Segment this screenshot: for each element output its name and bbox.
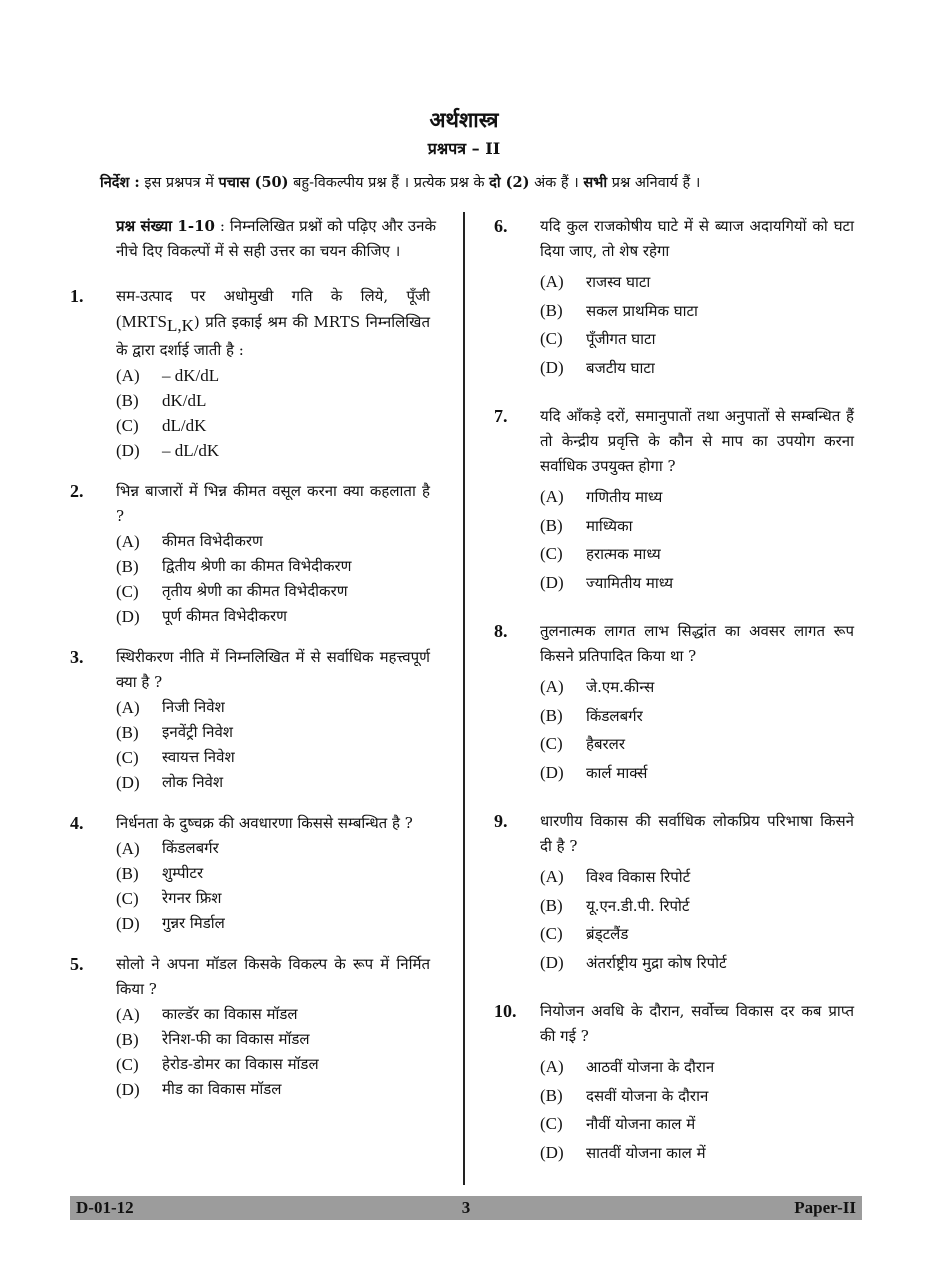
option-text: हरात्मक माध्य bbox=[586, 545, 661, 563]
left-column bbox=[70, 214, 436, 1118]
option-d bbox=[540, 759, 854, 788]
option-b bbox=[116, 388, 430, 413]
instructions-part3: अंक हैं । bbox=[529, 175, 584, 191]
option-label: (D) bbox=[116, 1080, 140, 1099]
option-a bbox=[116, 695, 430, 720]
question-4 bbox=[70, 811, 430, 936]
instructions-bold3: सभी bbox=[583, 174, 608, 191]
instructions-part4: प्रश्न अनिवार्य हैं । bbox=[607, 175, 701, 191]
option-text: हैबरलर bbox=[586, 735, 625, 753]
instructions bbox=[100, 172, 860, 192]
option-text: dL/dK bbox=[162, 416, 207, 435]
option-label: (D) bbox=[540, 952, 564, 972]
question-6 bbox=[494, 214, 854, 382]
option-text: तृतीय श्रेणी का कीमत विभेदीकरण bbox=[162, 582, 348, 600]
option-label: (D) bbox=[540, 1142, 564, 1162]
option-label: (B) bbox=[540, 705, 563, 725]
option-label: (C) bbox=[540, 734, 563, 753]
option-label: (C) bbox=[540, 924, 563, 943]
option-c bbox=[116, 1052, 430, 1077]
option-label: (A) bbox=[116, 366, 140, 385]
page-footer bbox=[70, 1196, 862, 1220]
option-text: निजी निवेश bbox=[162, 698, 225, 716]
left-question-list bbox=[70, 479, 430, 1102]
option-text: कीमत विभेदीकरण bbox=[162, 532, 263, 550]
question-number: 6. bbox=[494, 216, 508, 236]
option-text: गुन्नर मिर्डाल bbox=[162, 914, 225, 932]
column-divider bbox=[463, 212, 465, 1185]
right-column bbox=[494, 214, 854, 1189]
question-text: यदि आँकड़े दरों, समानुपातों तथा अनुपातों से सम्बन्धित हैं तो केन्द्रीय प्रवृत्ति के कौन से माप का उपयोग करना सर्वाधिक उपयुक्त होगा ? bbox=[540, 407, 854, 475]
option-c bbox=[116, 413, 430, 438]
option-label: (B) bbox=[116, 391, 139, 410]
option-list bbox=[116, 529, 430, 629]
option-label: (B) bbox=[116, 723, 139, 742]
question-text: सोलो ने अपना मॉडल किसके विकल्प के रूप में निर्मित किया ? bbox=[116, 955, 430, 998]
option-d bbox=[540, 569, 854, 598]
option-b bbox=[540, 512, 854, 541]
option-label: (C) bbox=[116, 416, 139, 435]
option-text: यू.एन.डी.पी. रिपोर्ट bbox=[586, 896, 690, 915]
instructions-bold2: दो (2) bbox=[489, 174, 530, 191]
option-text: किंडलबर्गर bbox=[162, 839, 219, 857]
question-number: 10. bbox=[494, 1001, 517, 1021]
question-text bbox=[116, 284, 430, 363]
question-text: धारणीय विकास की सर्वाधिक लोकप्रिय परिभाषा किसने दी है ? bbox=[540, 812, 854, 855]
footer-paper: Paper-II bbox=[794, 1198, 856, 1217]
option-label: (B) bbox=[540, 300, 563, 320]
option-label: (B) bbox=[540, 1085, 563, 1105]
option-label: (A) bbox=[540, 272, 564, 291]
option-text: द्वितीय श्रेणी का कीमत विभेदीकरण bbox=[162, 557, 352, 575]
option-list bbox=[540, 673, 854, 787]
question-1 bbox=[70, 284, 430, 463]
option-c bbox=[540, 540, 854, 569]
question-number: 8. bbox=[494, 621, 508, 641]
question-number: 7. bbox=[494, 406, 508, 426]
option-list bbox=[540, 268, 854, 382]
option-b bbox=[116, 720, 430, 745]
option-b bbox=[116, 861, 430, 886]
option-b bbox=[540, 702, 854, 731]
option-text: पूँजीगत घाटा bbox=[586, 330, 656, 348]
question-number: 3. bbox=[70, 647, 84, 667]
option-label: (A) bbox=[540, 1057, 564, 1076]
option-b bbox=[540, 892, 854, 921]
option-text: राजस्व घाटा bbox=[586, 273, 651, 291]
option-label: (D) bbox=[540, 762, 564, 782]
option-label: (A) bbox=[540, 867, 564, 886]
q1-text-b: (MRTS bbox=[116, 312, 167, 331]
footer-code: D-01-12 bbox=[76, 1198, 134, 1217]
question-10 bbox=[494, 999, 854, 1167]
option-list bbox=[116, 836, 430, 936]
intro-text: : निम्नलिखित प्रश्नों को पढ़िए और उनके नीचे दिए विकल्पों में से सही उत्तर का चयन कीजिए । bbox=[116, 217, 436, 260]
option-label: (C) bbox=[540, 1114, 563, 1133]
option-text: इनवेंट्री निवेश bbox=[162, 723, 233, 741]
option-text: रेनिश-फी का विकास मॉडल bbox=[162, 1030, 310, 1048]
option-text: किंडलबर्गर bbox=[586, 706, 643, 725]
instructions-bold1: पचास (50) bbox=[218, 174, 289, 191]
option-text: हेरोड-डोमर का विकास मॉडल bbox=[162, 1055, 319, 1073]
option-a bbox=[116, 1002, 430, 1027]
section-intro bbox=[116, 214, 436, 264]
option-text: स्वायत्त निवेश bbox=[162, 748, 235, 766]
option-c bbox=[116, 745, 430, 770]
option-label: (A) bbox=[116, 698, 140, 717]
option-label: (B) bbox=[540, 895, 563, 915]
option-d bbox=[116, 604, 430, 629]
option-text: सकल प्राथमिक घाटा bbox=[586, 301, 698, 320]
option-label: (C) bbox=[116, 1055, 139, 1074]
option-d bbox=[116, 1077, 430, 1102]
option-text: सातवीं योजना काल में bbox=[586, 1143, 706, 1162]
option-b bbox=[540, 297, 854, 326]
question-text: तुलनात्मक लागत लाभ सिद्धांत का अवसर लागत रूप किसने प्रतिपादित किया था ? bbox=[540, 622, 854, 665]
option-label: (D) bbox=[116, 773, 140, 792]
option-label: (C) bbox=[116, 582, 139, 601]
instructions-part1: इस प्रश्नपत्र में bbox=[139, 175, 219, 191]
option-a bbox=[540, 268, 854, 297]
instructions-label: निर्देश : bbox=[100, 174, 140, 191]
option-label: (C) bbox=[116, 889, 139, 908]
option-c bbox=[540, 730, 854, 759]
option-text: कार्ल मार्क्स bbox=[586, 763, 648, 782]
option-b bbox=[116, 554, 430, 579]
question-number: 5. bbox=[70, 954, 84, 974]
option-c bbox=[540, 325, 854, 354]
instructions-part2: बहु-विकल्पीय प्रश्न हैं । प्रत्येक प्रश्न के bbox=[288, 175, 490, 191]
option-text: ब्रंड्टलैंड bbox=[586, 925, 629, 943]
option-list bbox=[540, 483, 854, 597]
question-text: यदि कुल राजकोषीय घाटे में से ब्याज अदायगियों को घटा दिया जाए, तो शेष रहेगा bbox=[540, 217, 854, 260]
option-list bbox=[116, 363, 430, 463]
option-text: माध्यिका bbox=[586, 516, 633, 535]
option-text: आठवीं योजना के दौरान bbox=[586, 1058, 715, 1076]
option-text: ज्यामितीय माध्य bbox=[586, 573, 674, 592]
question-text: स्थिरीकरण नीति में निम्नलिखित में से सर्वाधिक महत्त्वपूर्ण क्या है ? bbox=[116, 648, 430, 691]
question-number: 9. bbox=[494, 811, 508, 831]
option-label: (D) bbox=[540, 357, 564, 377]
option-text: शुम्पीटर bbox=[162, 864, 204, 882]
right-question-list bbox=[494, 214, 854, 1167]
option-text: गणितीय माध्य bbox=[586, 488, 663, 506]
footer-page-number: 3 bbox=[461, 1198, 471, 1217]
option-a bbox=[116, 529, 430, 554]
option-list bbox=[116, 695, 430, 795]
option-a bbox=[116, 836, 430, 861]
option-text: रेगनर फ्रिश bbox=[162, 889, 222, 907]
option-list bbox=[540, 1053, 854, 1167]
option-list bbox=[540, 863, 854, 977]
page-title: अर्थशास्त्र bbox=[429, 107, 499, 132]
option-label: (D) bbox=[116, 441, 140, 460]
option-c bbox=[116, 579, 430, 604]
option-a bbox=[540, 483, 854, 512]
q1-text-sub: L,K bbox=[166, 316, 194, 335]
option-c bbox=[540, 920, 854, 949]
option-label: (B) bbox=[116, 864, 139, 883]
option-label: (A) bbox=[540, 487, 564, 506]
question-2 bbox=[70, 479, 430, 629]
option-c bbox=[116, 886, 430, 911]
option-label: (D) bbox=[116, 607, 140, 626]
option-label: (B) bbox=[540, 515, 563, 535]
option-label: (C) bbox=[116, 748, 139, 767]
option-d bbox=[116, 770, 430, 795]
question-text: निर्धनता के दुष्चक्र की अवधारणा किससे सम्बन्धित है ? bbox=[116, 814, 413, 832]
option-text: – dL/dK bbox=[162, 441, 220, 460]
question-7 bbox=[494, 404, 854, 597]
question-number: 4. bbox=[70, 813, 84, 833]
paper-subtitle: प्रश्नपत्र – II bbox=[427, 139, 501, 158]
option-text: विश्व विकास रिपोर्ट bbox=[586, 868, 691, 886]
question-3 bbox=[70, 645, 430, 795]
option-text: मीड का विकास मॉडल bbox=[162, 1080, 282, 1098]
option-label: (A) bbox=[540, 677, 564, 696]
option-d bbox=[540, 354, 854, 383]
question-text: नियोजन अवधि के दौरान, सर्वोच्च विकास दर कब प्राप्त की गई ? bbox=[540, 1002, 854, 1045]
option-a bbox=[116, 363, 430, 388]
option-d bbox=[116, 911, 430, 936]
question-8 bbox=[494, 619, 854, 787]
option-label: (A) bbox=[116, 1005, 140, 1024]
question-9 bbox=[494, 809, 854, 977]
option-label: (D) bbox=[540, 572, 564, 592]
option-text: dK/dL bbox=[162, 391, 207, 410]
option-d bbox=[540, 949, 854, 978]
option-label: (B) bbox=[116, 1030, 139, 1049]
intro-bold: प्रश्न संख्या 1-10 bbox=[116, 217, 215, 235]
option-d bbox=[116, 438, 430, 463]
option-b bbox=[116, 1027, 430, 1052]
option-text: अंतर्राष्ट्रीय मुद्रा कोष रिपोर्ट bbox=[586, 953, 727, 972]
question-number: 2. bbox=[70, 481, 84, 501]
option-text: – dK/dL bbox=[162, 366, 220, 385]
option-label: (C) bbox=[540, 544, 563, 563]
option-label: (D) bbox=[116, 914, 140, 933]
option-label: (A) bbox=[116, 839, 140, 858]
option-list bbox=[116, 1002, 430, 1102]
option-a bbox=[540, 1053, 854, 1082]
option-text: नौवीं योजना काल में bbox=[586, 1115, 696, 1133]
option-c bbox=[540, 1110, 854, 1139]
question-text: भिन्न बाजारों में भिन्न कीमत वसूल करना क्या कहलाता है ? bbox=[116, 482, 430, 525]
q1-text-a: सम-उत्पाद पर अधोमुखी गति के लिये, पूँजी bbox=[116, 287, 430, 305]
q1-text-c: ) प्रति इकाई श्रम की MRTS निम्नलिखित के द्वारा दर्शाई जाती है : bbox=[116, 313, 430, 359]
option-text: दसवीं योजना के दौरान bbox=[586, 1086, 709, 1105]
question-5 bbox=[70, 952, 430, 1102]
option-a bbox=[540, 863, 854, 892]
option-d bbox=[540, 1139, 854, 1168]
option-label: (B) bbox=[116, 557, 139, 576]
option-label: (A) bbox=[116, 532, 140, 551]
question-number: 1. bbox=[70, 286, 84, 306]
option-text: काल्डॅर का विकास मॉडल bbox=[162, 1005, 298, 1023]
option-text: लोक निवेश bbox=[162, 773, 224, 791]
option-text: पूर्ण कीमत विभेदीकरण bbox=[162, 607, 287, 625]
option-b bbox=[540, 1082, 854, 1111]
option-label: (C) bbox=[540, 329, 563, 348]
option-text: बजटीय घाटा bbox=[586, 358, 655, 377]
option-a bbox=[540, 673, 854, 702]
option-text: जे.एम.कीन्स bbox=[586, 678, 655, 696]
